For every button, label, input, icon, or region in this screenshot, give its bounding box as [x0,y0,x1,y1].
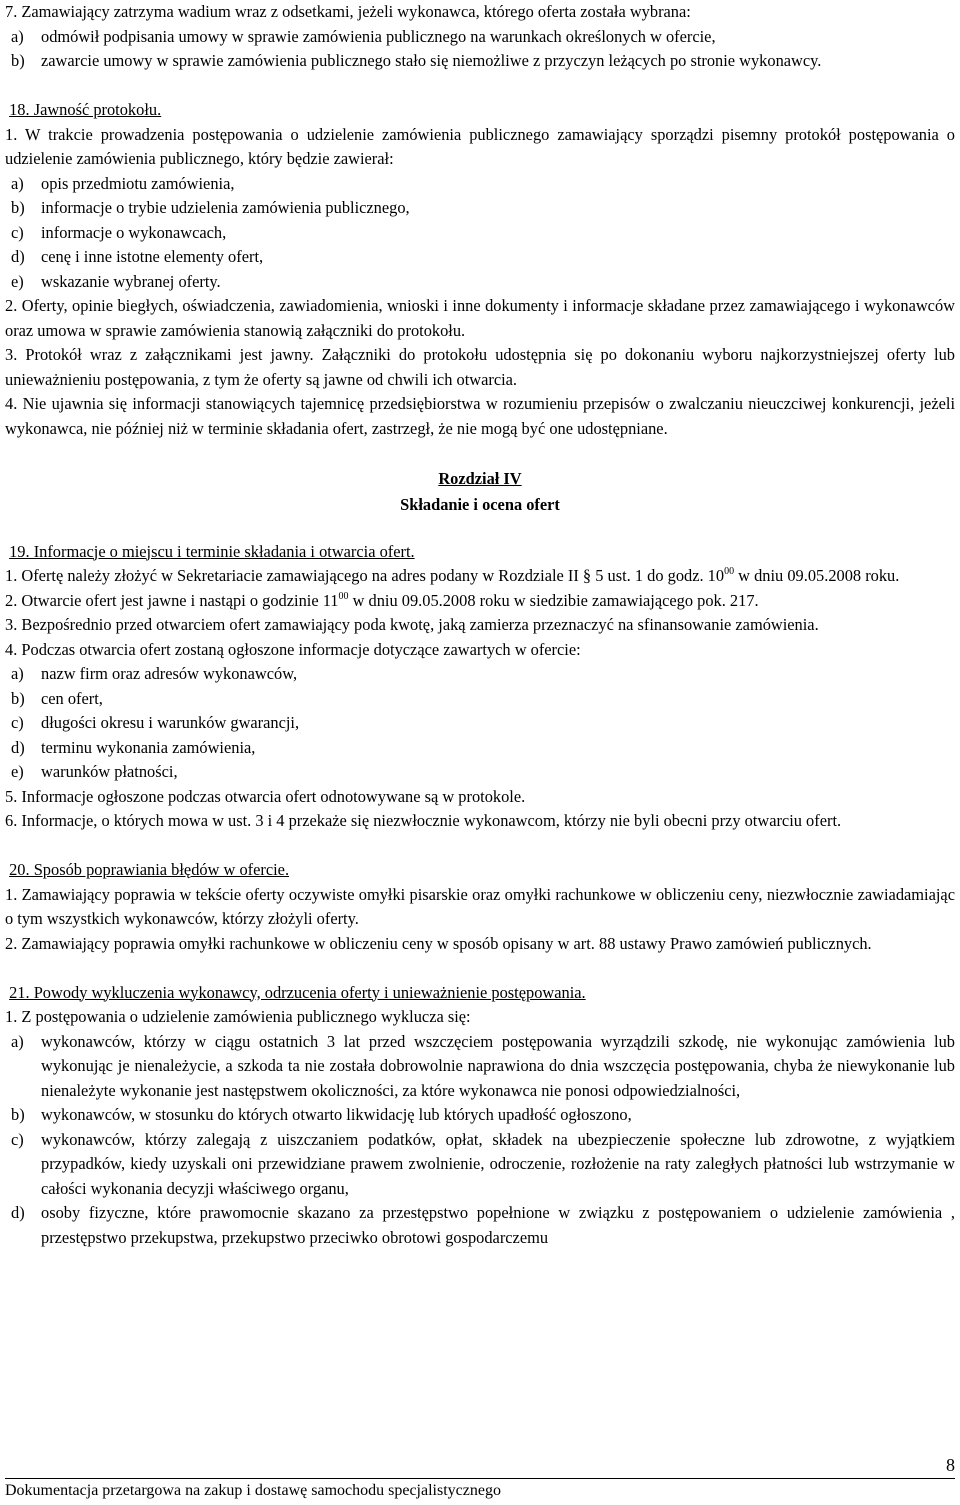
list-19 [5,662,955,785]
list-item: c) informacje o wykonawcach, [11,222,227,242]
section-19-p3: 3. Bezpośrednio przed otwarciem ofert zamawiający poda kwotę, jaką zamierza przeznaczyć na sfinansowanie zamówienia. [5,615,819,634]
list-item: e) wskazanie wybranej oferty. [11,271,221,291]
section-21-p1: 1. Z postępowania o udzielenie zamówienia publicznego wyklucza się: [5,1007,471,1026]
section-19-p6: 6. Informacje, o których mowa w ust. 3 i 4 przekaże się niezwłocznie wykonawcom, którzy nie byli obecni przy otwarciu ofert. [5,811,842,830]
list-21 [5,1030,955,1251]
section-18-p3: 3. Protokół wraz z załącznikami jest jawny. Załączniki do protokołu udostępnia się po dokonaniu wyboru najkorzystniejszej oferty lub unieważnieniu postępowania, z tym że oferty są jawne od chwili ich otwarcia. [5,345,955,389]
list-item: d) osoby fizyczne, które prawomocnie skazano za przestępstwo popełnione w związku z postępowaniem o udzielenie zamówienia , przestępstwo przekupstwa, przekupstwo przeciwko obrotowi gospodarczemu [11,1203,955,1247]
section-21-title: 21. Powody wykluczenia wykonawcy, odrzucenia oferty i unieważnienie postępowania. [9,982,586,1002]
section-19-p2: 2. Otwarcie ofert jest jawne i nastąpi o godzinie $11^{00}$ w dniu 09.05.2008 roku w siedzibie zamawiającego pok. 217. [5,590,759,610]
list-18 [5,172,955,295]
list-item: a) nazw firm oraz adresów wykonawców, [11,664,298,683]
list-item: e) warunków płatności, [11,762,178,781]
paragraph-7-intro: 7. Zamawiający zatrzyma wadium wraz z odsetkami, jeżeli wykonawca, którego oferta została wybrana: [5,2,691,21]
list-item: b) cen ofert, [11,688,103,708]
section-19-p1: 1. Ofertę należy złożyć w Sekretariacie zamawiającego na adres podany w Rozdziale II § 5 ust. 1 do godz. $10^{00}$ w dniu 09.05.2008 roku. [5,566,900,585]
list-item: a) odmówił podpisania umowy w sprawie zamówienia publicznego na warunkach określonych w ofercie, [11,26,716,46]
section-19-p4: 4. Podczas otwarcia ofert zostaną ogłoszone informacje dotyczące zawartych w ofercie: [5,639,581,659]
list-item: a) wykonawców, którzy w ciągu ostatnich 3 lat przed wszczęciem postępowania wyrządzili szkodę, nie wykonując zamówienia lub wykonując je nienależycie, a szkoda ta nie została dobrowolnie naprawiona do dnia wszczęcia postępowania, chyba że niewykonanie lub nienależyte wykonanie jest następstwem okoliczności, za które wykonawca nie ponosi odpowiedzialności, [11,1031,955,1100]
list-item: b) informacje o trybie udzielenia zamówienia publicznego, [11,198,410,217]
section-18-p1: 1. W trakcie prowadzenia postępowania o udzielenie zamówienia publicznego zamawiający sporządzi pisemny protokół postępowania o udzielenie zamówienia publicznego, który będzie zawierał: [5,124,955,168]
chapter-heading: Rozdział IV [438,468,522,488]
list-7 [5,25,955,74]
page-number: 8 [946,1455,955,1475]
section-20-title: 20. Sposób poprawiania błędów w ofercie. [9,860,290,879]
page-footer: Dokumentacja przetargowa na zakup i dostawę samochodu specjalistycznego [5,1478,955,1505]
list-item: d) terminu wykonania zamówienia, [11,737,256,757]
section-20-p1: 1. Zamawiający poprawia w tekście oferty oczywiste omyłki pisarskie oraz omyłki rachunkowe w obliczeniu ceny, niezwłocznie zawiadamiając o tym wszystkich wykonawców, którzy złożyli oferty. [5,884,955,928]
document-page [5,0,955,1250]
section-19-title: 19. Informacje o miejscu i terminie składania i otwarcia ofert. [9,541,415,561]
chapter-subheading: Składanie i ocena ofert [400,494,560,514]
section-18-title: 18. Jawność protokołu. [9,100,162,119]
list-item: c) wykonawców, którzy zalegają z uiszczaniem podatków, opłat, składek na ubezpieczenie społeczne lub zdrowotne, z wyjątkiem przypadków, kiedy uzyskali oni przewidziane prawem zwolnienie, odroczenie, rozłożenie na raty zaległych płatności lub wstrzymanie w całości wykonania decyzji właściwego organu, [11,1129,955,1198]
section-18-p4: 4. Nie ujawnia się informacji stanowiących tajemnicę przedsiębiorstwa w rozumieniu przepisów o zwalczaniu nieuczciwej konkurencji, jeżeli wykonawca, nie później niż w terminie składania ofert, zastrzegł, że nie mogą być one udostępniane. [5,394,955,438]
section-18-p2: 2. Oferty, opinie biegłych, oświadczenia, zawiadomienia, wnioski i inne dokumenty i informacje składane przez zamawiającego i wykonawców oraz umowa w sprawie zamówienia stanowią załączniki do protokołu. [5,296,955,340]
list-item: b) wykonawców, w stosunku do których otwarto likwidację lub których upadłość ogłoszono, [11,1105,632,1124]
list-item: b) zawarcie umowy w sprawie zamówienia publicznego stało się niemożliwe z przyczyn leżących po stronie wykonawcy. [11,51,822,70]
list-item: a) opis przedmiotu zamówienia, [11,173,235,193]
section-20-p2: 2. Zamawiający poprawia omyłki rachunkowe w obliczeniu ceny w sposób opisany w art. 88 ustawy Prawo zamówień publicznych. [5,933,872,953]
section-19-p5: 5. Informacje ogłoszone podczas otwarcia ofert odnotowywane są w protokole. [5,786,526,806]
list-item: d) cenę i inne istotne elementy ofert, [11,247,264,266]
list-item: c) długości okresu i warunków gwarancji, [11,713,300,732]
